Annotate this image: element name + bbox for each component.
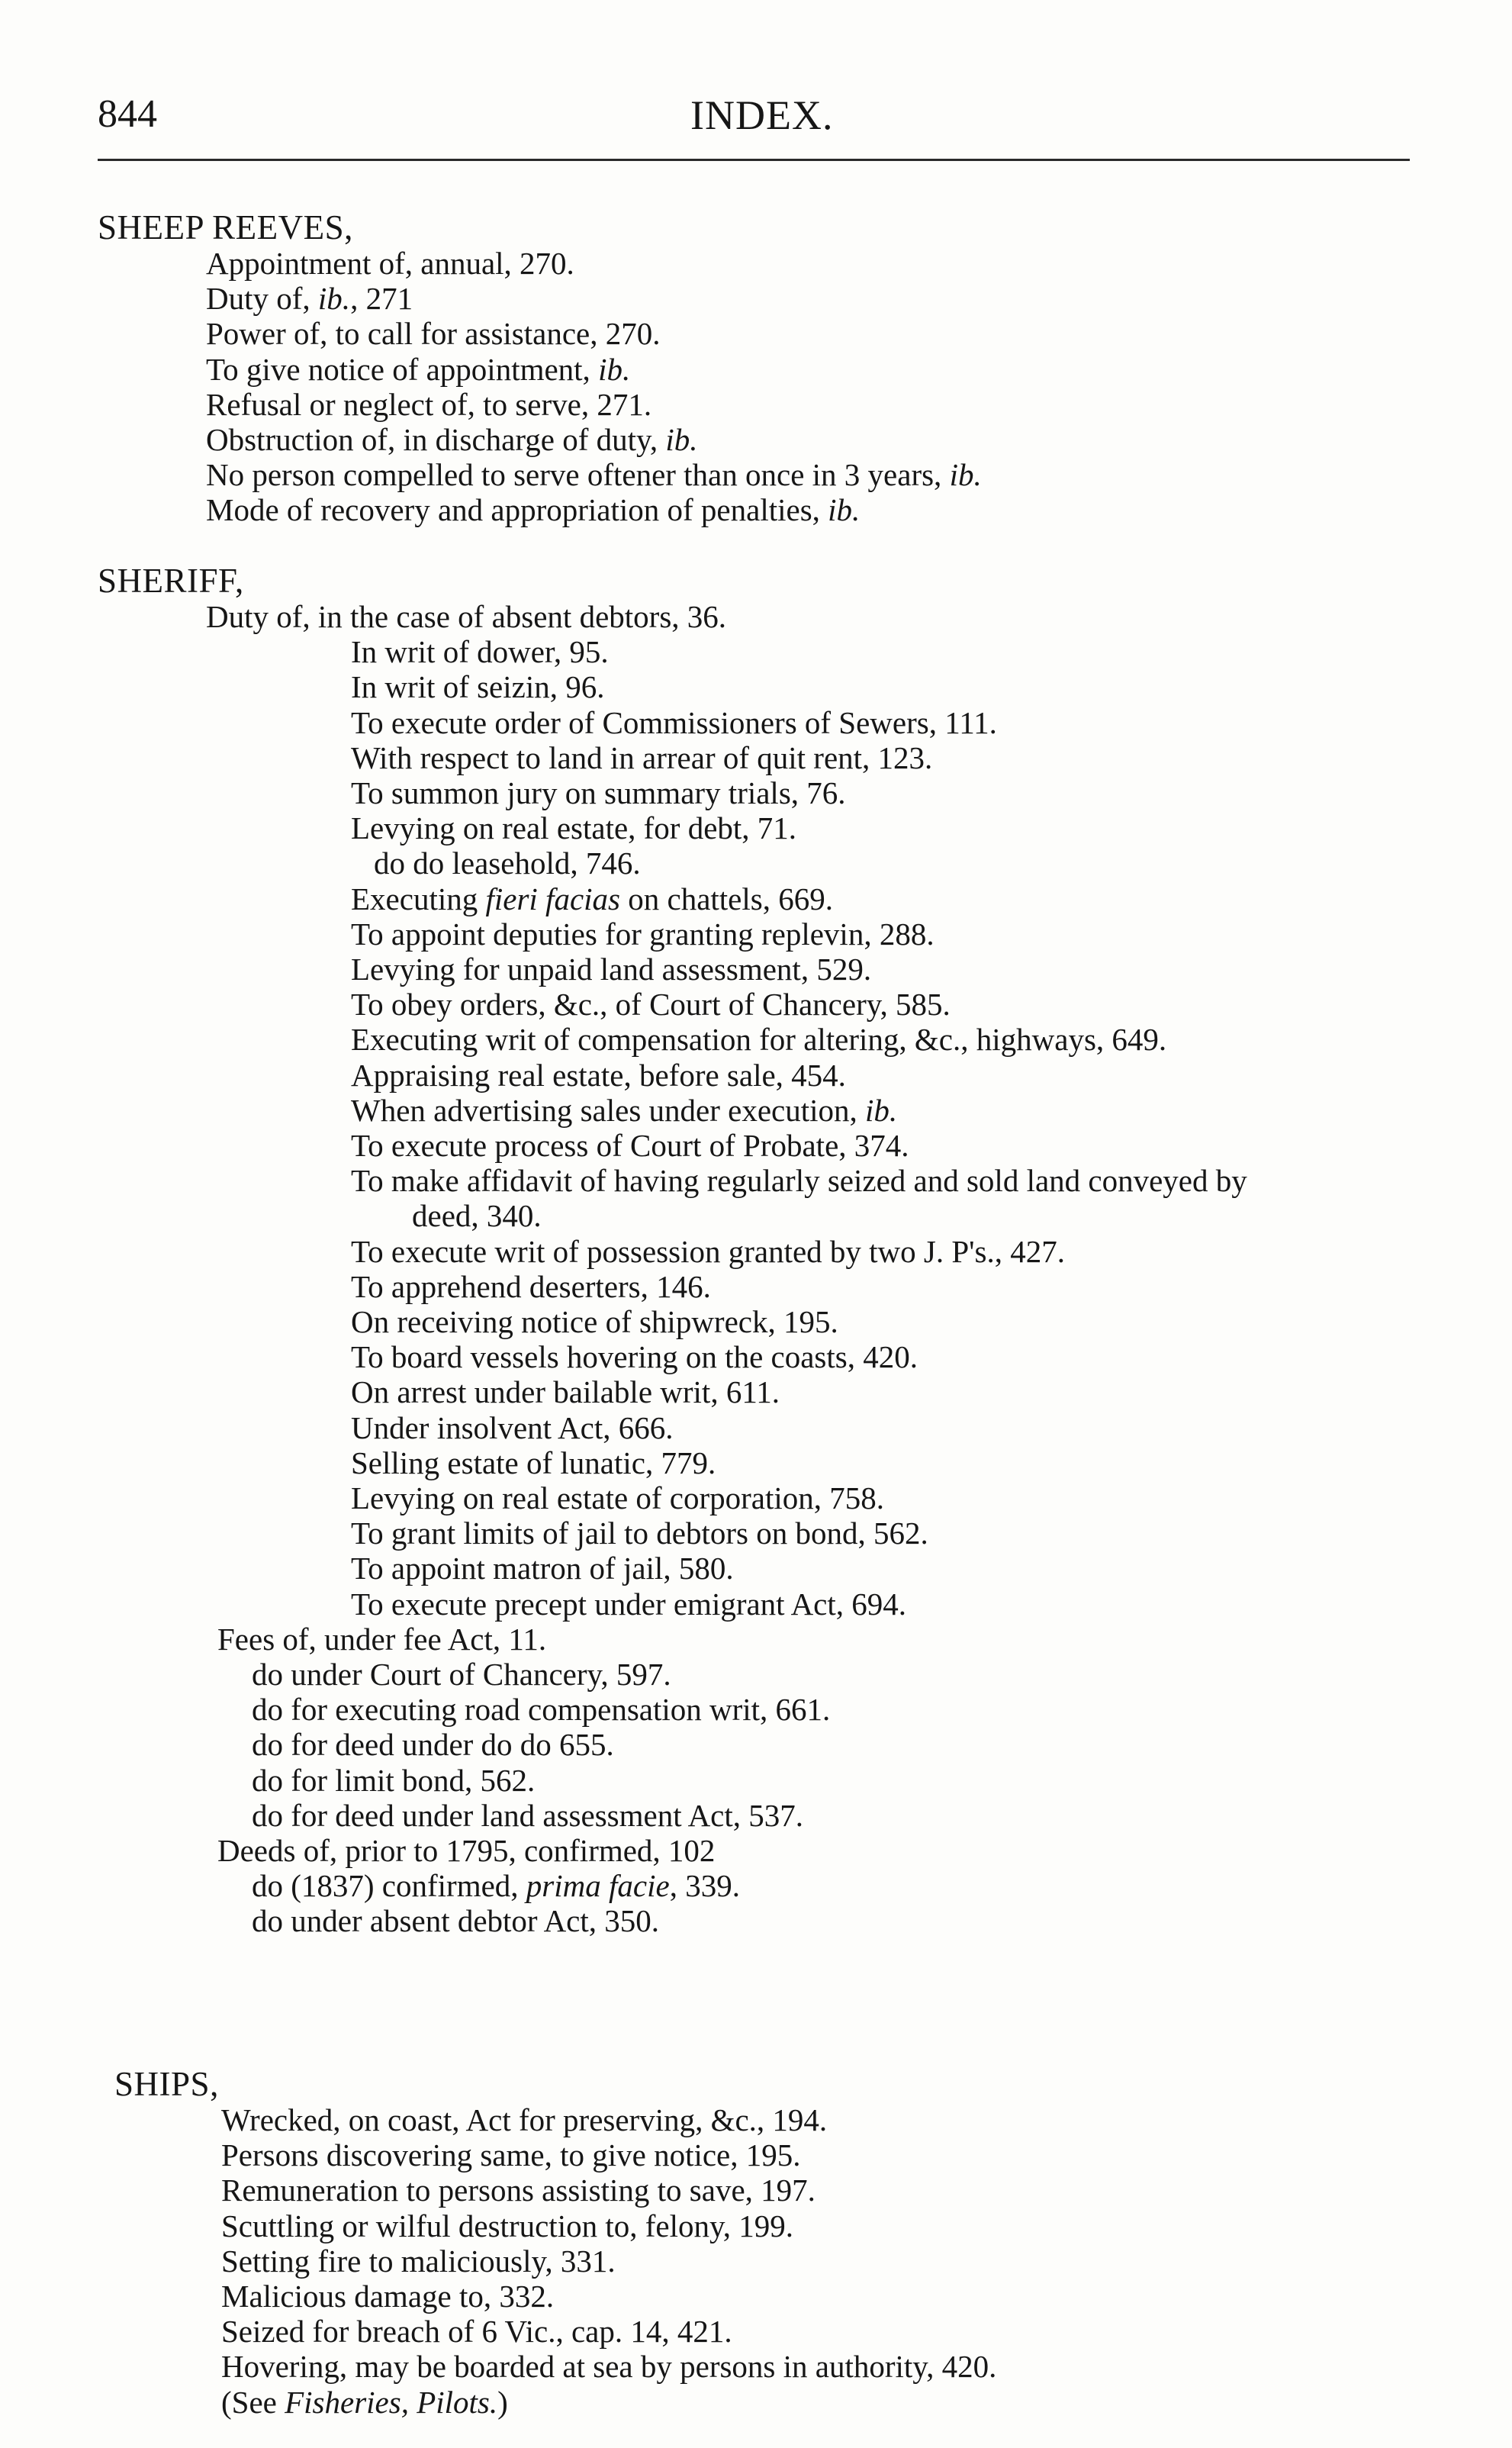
entry-text: do under Court of Chancery, 597. [252, 1657, 671, 1692]
entry-text: No person compelled to serve oftener than once in 3 years, [206, 457, 950, 492]
index-entry-line [206, 246, 574, 281]
entry-text: Scuttling or wilful destruction to, felony, 199. [221, 2208, 794, 2243]
index-entry-line [351, 881, 833, 916]
entry-text: do do leasehold, 746. [374, 846, 641, 881]
index-entry-line [252, 1868, 740, 1903]
index-entry-line [374, 846, 641, 881]
index-entry-line [252, 1798, 803, 1833]
entry-text: On receiving notice of shipwreck, 195. [351, 1304, 838, 1339]
index-entry-line [351, 1234, 1065, 1269]
entry-text: do for deed under land assessment Act, 537. [252, 1798, 804, 1833]
index-entry-line [351, 1339, 918, 1374]
entry-text: Remuneration to persons assisting to save, 197. [221, 2173, 816, 2208]
entry-text: Persons discovering same, to give notice, 195. [221, 2137, 801, 2173]
entry-text: To obey orders, &c., of Court of Chancery, 585. [351, 987, 951, 1022]
index-entry-line [221, 2173, 816, 2208]
entry-text: In writ of dower, 95. [351, 634, 609, 669]
index-entry-line [252, 1903, 659, 1938]
index-entry-line [221, 2243, 616, 2279]
index-entry-line [351, 1022, 1166, 1057]
entry-text: Deeds of, prior to 1795, confirmed, 102 [217, 1833, 716, 1868]
entry-text: Seized for breach of 6 Vic., cap. 14, 421. [221, 2314, 732, 2349]
entry-text: To make affidavit of having regularly seized and sold land conveyed by [351, 1163, 1247, 1198]
entry-text: Appraising real estate, before sale, 454. [351, 1058, 846, 1093]
index-entry-line [221, 2208, 793, 2243]
entry-text: Wrecked, on coast, Act for preserving, &c., 194. [221, 2102, 828, 2137]
italic-reference: ib. [598, 352, 631, 387]
entry-text: Levying for unpaid land assessment, 529. [351, 952, 872, 987]
index-entry-line [351, 916, 935, 952]
index-entry-line [252, 1657, 671, 1692]
index-entry-line [351, 1058, 846, 1093]
section-heading: SHIPS, [114, 2065, 219, 2103]
entry-text: Executing [351, 881, 486, 916]
index-entry-line [351, 634, 609, 669]
page-number: 844 [98, 92, 157, 136]
index-entry-line [351, 1093, 897, 1128]
index-entry-line [206, 599, 726, 634]
index-entry-line [206, 281, 413, 316]
italic-reference: ib. [317, 281, 351, 316]
index-entry-line [217, 1833, 715, 1868]
index-entry-line [221, 2279, 554, 2314]
entry-text: To execute process of Court of Probate, 374. [351, 1128, 909, 1163]
index-entry-line [351, 1586, 906, 1622]
index-entry-line [252, 1763, 535, 1798]
index-entry-line [351, 1163, 1247, 1198]
entry-text: Appointment of, annual, 270. [206, 246, 574, 281]
index-entry-line [351, 1269, 711, 1304]
index-entry-line [206, 316, 660, 351]
index-entry-line [252, 1727, 614, 1762]
entry-text: Under insolvent Act, 666. [351, 1410, 674, 1445]
entry-text: To board vessels hovering on the coasts, 420. [351, 1339, 918, 1374]
index-entry-line [206, 352, 630, 387]
index-entry-line [351, 810, 796, 846]
italic-reference: Fisheries, Pilots. [285, 2385, 498, 2420]
entry-text: Fees of, under fee Act, 11. [217, 1622, 547, 1657]
entry-text: Levying on real estate, for debt, 71. [351, 810, 797, 846]
entry-text: In writ of seizin, 96. [351, 669, 605, 704]
index-entry-line [217, 1622, 546, 1657]
entry-text: do under absent debtor Act, 350. [252, 1903, 660, 1938]
entry-text: To grant limits of jail to debtors on bond, 562. [351, 1516, 928, 1551]
entry-text: do for deed under do do 655. [252, 1727, 614, 1762]
section-heading: SHEEP REEVES, [98, 208, 353, 246]
section-heading: SHERIFF, [98, 562, 244, 600]
entry-text: When advertising sales under execution, [351, 1093, 865, 1128]
entry-text: On arrest under bailable writ, 611. [351, 1374, 780, 1409]
index-entry-line [206, 422, 698, 457]
italic-reference: ib. [665, 422, 698, 457]
entry-text: Duty of, [206, 281, 318, 316]
italic-reference: prima facie [526, 1868, 670, 1903]
entry-text: To execute order of Commissioners of Sewers, 111. [351, 705, 997, 740]
index-entry-line [221, 2385, 508, 2420]
entry-text: Mode of recovery and appropriation of penalties, [206, 492, 828, 527]
entry-text: To apprehend deserters, 146. [351, 1269, 711, 1304]
entry-text: Power of, to call for assistance, 270. [206, 316, 661, 351]
entry-text: To appoint matron of jail, 580. [351, 1551, 734, 1586]
index-entry-line [351, 1128, 909, 1163]
index-entry-line [351, 705, 997, 740]
index-entry-line [351, 1480, 884, 1516]
index-entry-line [351, 740, 932, 775]
index-entry-line [351, 1516, 928, 1551]
index-entry-line [351, 987, 951, 1022]
entry-text: Refusal or neglect of, to serve, 271. [206, 387, 652, 422]
entry-text: on chattels, 669. [620, 881, 833, 916]
index-entry-line [221, 2137, 801, 2173]
entry-text: do for limit bond, 562. [252, 1763, 536, 1798]
entry-text: , 339. [669, 1868, 740, 1903]
index-entry-line [412, 1198, 542, 1233]
index-entry-line [351, 1304, 838, 1339]
italic-reference: fieri facias [485, 881, 620, 916]
entry-text: Hovering, may be boarded at sea by persons in authority, 420. [221, 2349, 997, 2384]
entry-text: deed, 340. [412, 1198, 542, 1233]
italic-reference: ib. [828, 492, 861, 527]
entry-text: To execute precept under emigrant Act, 694. [351, 1586, 907, 1622]
index-entry-line [206, 457, 982, 492]
index-entry-line [351, 952, 871, 987]
index-entry-line [351, 1551, 734, 1586]
entry-text: To appoint deputies for granting replevin, 288. [351, 916, 935, 952]
entry-text: , 271 [350, 281, 413, 316]
entry-text: (See [221, 2385, 285, 2420]
entry-text: To give notice of appointment, [206, 352, 599, 387]
italic-reference: ib. [949, 457, 982, 492]
entry-text: Levying on real estate of corporation, 758. [351, 1480, 885, 1516]
entry-text: To summon jury on summary trials, 76. [351, 775, 846, 810]
index-entry-line [351, 1445, 716, 1480]
index-entry-line [206, 492, 860, 527]
index-entry-line [221, 2349, 996, 2384]
header-rule [98, 159, 1410, 161]
index-entry-line [351, 1410, 673, 1445]
entry-text: ) [497, 2385, 508, 2420]
running-head: INDEX. [690, 92, 834, 138]
italic-reference: ib. [865, 1093, 898, 1128]
entry-text: Duty of, in the case of absent debtors, 36. [206, 599, 727, 634]
entry-text: Executing writ of compensation for altering, &c., highways, 649. [351, 1022, 1167, 1057]
entry-text: Setting fire to maliciously, 331. [221, 2243, 616, 2279]
page-header [0, 92, 1512, 153]
entry-text: Obstruction of, in discharge of duty, [206, 422, 666, 457]
entry-text: Malicious damage to, 332. [221, 2279, 555, 2314]
index-entry-line [351, 669, 604, 704]
index-entry-line [252, 1692, 830, 1727]
index-entry-line [221, 2314, 732, 2349]
index-entry-line [206, 387, 651, 422]
entry-text: Selling estate of lunatic, 779. [351, 1445, 716, 1480]
entry-text: do (1837) confirmed, [252, 1868, 526, 1903]
entry-text: To execute writ of possession granted by two J. P's., 427. [351, 1234, 1066, 1269]
entry-text: do for executing road compensation writ, 661. [252, 1692, 831, 1727]
index-entry-line [221, 2102, 827, 2137]
entry-text: With respect to land in arrear of quit rent, 123. [351, 740, 933, 775]
index-entry-line [351, 1374, 780, 1409]
index-entry-line [351, 775, 846, 810]
